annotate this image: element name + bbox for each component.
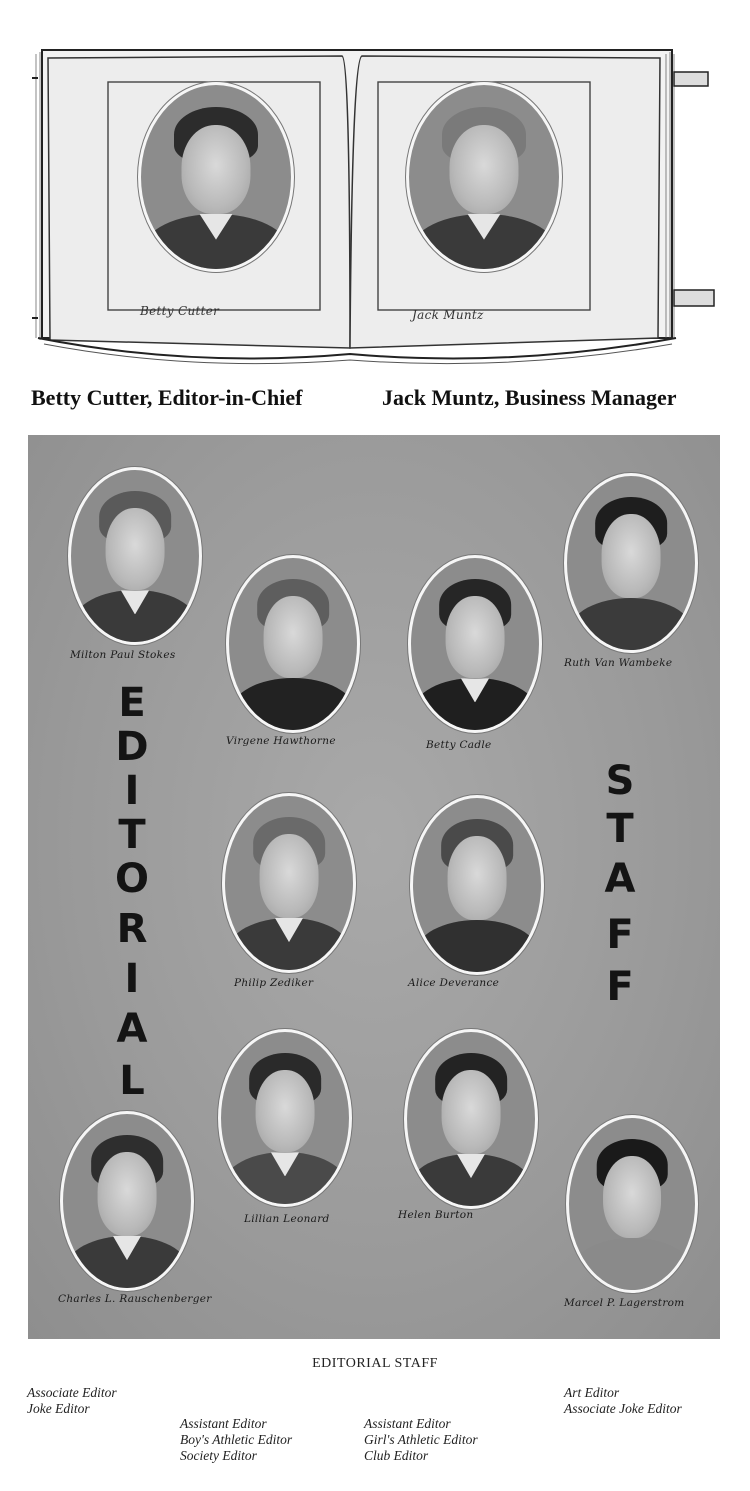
- role-label: Girl's Athletic Editor: [364, 1432, 478, 1447]
- vertical-letter: F: [606, 912, 634, 958]
- open-book-illustration: [32, 38, 722, 368]
- portrait-lillian-leonard: [218, 1029, 352, 1207]
- role-column-3: [364, 1416, 478, 1464]
- vertical-letter: E: [118, 680, 146, 726]
- signature-marcel-p-lagerstrom: Marcel P. Lagerstrom: [564, 1297, 685, 1309]
- portrait-milton-paul-stokes: [68, 467, 202, 645]
- portrait-virgene-hawthorne: [226, 555, 360, 733]
- portrait-helen-burton: [404, 1029, 538, 1209]
- vertical-letter: D: [115, 724, 149, 770]
- portrait-alice-deverance: [410, 795, 544, 975]
- portrait-jack-muntz: [406, 82, 562, 272]
- signature-jack-muntz: Jack Muntz: [412, 308, 484, 322]
- vertical-letter: T: [118, 812, 146, 858]
- vertical-letter: R: [116, 906, 148, 952]
- role-label: Joke Editor: [27, 1401, 90, 1416]
- signature-lillian-leonard: Lillian Leonard: [244, 1213, 330, 1225]
- vertical-letter: I: [124, 768, 140, 814]
- role-label: Club Editor: [364, 1448, 429, 1463]
- role-column-1: [27, 1385, 117, 1417]
- vertical-letter: F: [606, 964, 634, 1010]
- signature-betty-cadle: Betty Cadle: [426, 739, 492, 751]
- signature-virgene-hawthorne: Virgene Hawthorne: [226, 735, 336, 747]
- role-label: Associate Joke Editor: [564, 1401, 682, 1416]
- book-drawing: [32, 38, 722, 368]
- portrait-betty-cadle: [408, 555, 542, 733]
- role-column-2: [180, 1416, 292, 1464]
- role-label: Associate Editor: [27, 1385, 117, 1400]
- portrait-philip-zediker: [222, 793, 356, 973]
- editorial-staff-photo-panel: [28, 435, 720, 1339]
- vertical-letter: T: [606, 806, 634, 852]
- signature-ruth-van-wambeke: Ruth Van Wambeke: [564, 657, 673, 669]
- role-label: Art Editor: [564, 1385, 620, 1400]
- signature-helen-burton: Helen Burton: [398, 1209, 474, 1221]
- role-label: Boy's Athletic Editor: [180, 1432, 293, 1447]
- role-label: Society Editor: [180, 1448, 257, 1463]
- role-label: Assistant Editor: [180, 1416, 267, 1431]
- role-label: Assistant Editor: [364, 1416, 451, 1431]
- portrait-ruth-van-wambeke: [564, 473, 698, 653]
- vertical-letter: A: [116, 1006, 148, 1052]
- vertical-letter: I: [124, 956, 140, 1002]
- vertical-letter: S: [605, 758, 635, 804]
- portrait-betty-cutter: [138, 82, 294, 272]
- signature-charles-l-rauschenberger: Charles L. Rauschenberger: [58, 1293, 212, 1305]
- caption-editor-in-chief: Betty Cutter, Editor-in-Chief: [31, 385, 303, 410]
- section-title: EDITORIAL STAFF: [312, 1356, 438, 1371]
- portrait-charles-l-rauschenberger: [60, 1111, 194, 1291]
- caption-business-manager: Jack Muntz, Business Manager: [382, 385, 677, 410]
- signature-milton-paul-stokes: Milton Paul Stokes: [70, 649, 176, 661]
- vertical-letter: A: [604, 856, 636, 902]
- portrait-marcel-p-lagerstrom: [566, 1115, 698, 1293]
- vertical-letter: L: [119, 1058, 145, 1104]
- signature-philip-zediker: Philip Zediker: [234, 977, 314, 989]
- role-column-4: [564, 1385, 682, 1417]
- vertical-letter: O: [114, 856, 149, 902]
- signature-betty-cutter: Betty Cutter: [140, 304, 220, 318]
- signature-alice-deverance: Alice Deverance: [408, 977, 500, 989]
